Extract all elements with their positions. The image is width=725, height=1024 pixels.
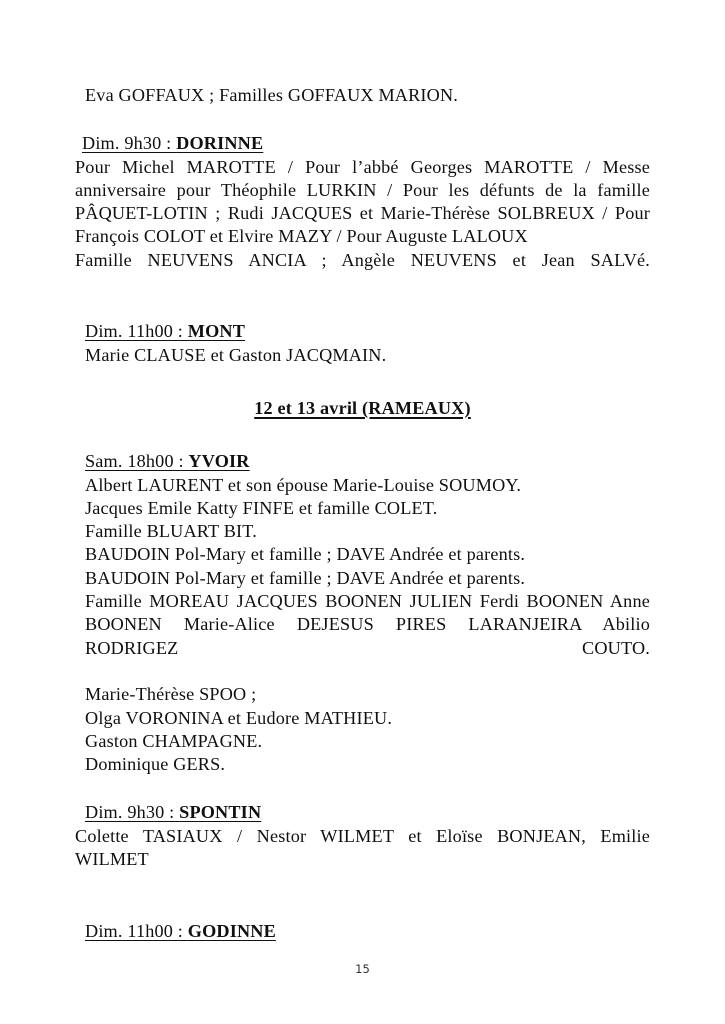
- heading-dorinne-time: Dim. 9h30 :: [82, 133, 177, 154]
- spacer: [75, 776, 650, 801]
- text-line-yvoir-6: Marie-Thérèse SPOO ;: [85, 684, 257, 705]
- paragraph-dorinne-1: Pour Michel MAROTTE / Pour l’abbé Georges MAROTTE / Messe anniversaire pour Théophile LURKIN / Pour les défunts de la famille PÂQUET-LOTIN ; Rudi JACQUES et Marie-Thérèse SOLBREUX / Pour François COLOT et Elvire MAZY / Pour Auguste LALOUX: [75, 156, 650, 247]
- spacer: [75, 107, 650, 132]
- heading-godinne-place: GODINNE: [187, 920, 276, 941]
- text-line-yvoir-5: BAUDOIN Pol-Mary et famille ; DAVE Andrée et parents.: [85, 567, 526, 588]
- text-line-yvoir-8: Gaston CHAMPAGNE.: [85, 730, 263, 751]
- text-line-yvoir-4: BAUDOIN Pol-Mary et famille ; DAVE Andrée et parents.: [85, 544, 526, 565]
- heading-yvoir-place: YVOIR: [188, 451, 250, 472]
- heading-yvoir-time: Sam. 18h00 :: [85, 451, 189, 472]
- heading-spontin-time: Dim. 9h30 :: [85, 802, 180, 823]
- paragraph-yvoir-moreau: Famille MOREAU JACQUES BOONEN JULIEN Ferdi BOONEN Anne BOONEN Marie-Alice DEJESUS PIRES LARANJEIRA Abilio RODRIGEZ COUTO.: [85, 591, 650, 658]
- spacer: [75, 895, 650, 920]
- text-line-yvoir-2: Jacques Emile Katty FINFE et famille COLET.: [85, 497, 438, 518]
- heading-mont: [75, 320, 650, 343]
- text-line-yvoir-3: Famille BLUART BIT.: [85, 521, 257, 542]
- text-line-yvoir-9: Dominique GERS.: [85, 754, 226, 775]
- heading-dorinne-place: DORINNE: [176, 133, 264, 154]
- heading-date-rameaux-text: 12 et 13 avril (RAMEAUX): [254, 397, 471, 418]
- heading-mont-time: Dim. 11h00 :: [85, 321, 188, 342]
- spacer: [75, 295, 650, 320]
- text-line-mont: Marie CLAUSE et Gaston JACQMAIN.: [85, 344, 387, 365]
- page-number: 15: [355, 962, 370, 976]
- paragraph-dorinne-2: Famille NEUVENS ANCIA ; Angèle NEUVENS et Jean SALVé.: [75, 249, 650, 270]
- spacer: [75, 420, 650, 450]
- text-line-yvoir-7: Olga VORONINA et Eudore MATHIEU.: [85, 707, 393, 728]
- heading-date-rameaux: [75, 397, 650, 420]
- paragraph-spontin: Colette TASIAUX / Nestor WILMET et Eloïse BONJEAN, Emilie WILMET: [75, 825, 650, 870]
- heading-godinne: [75, 920, 650, 943]
- heading-mont-place: MONT: [187, 321, 246, 342]
- text-line-yvoir-1: Albert LAURENT et son épouse Marie-Louise SOUMOY.: [85, 474, 522, 495]
- heading-spontin: [75, 801, 650, 824]
- spacer: [75, 367, 650, 397]
- heading-godinne-time: Dim. 11h00 :: [85, 920, 188, 941]
- heading-spontin-place: SPONTIN: [179, 802, 262, 823]
- heading-yvoir: [75, 450, 650, 473]
- text-line-goffaux: Eva GOFFAUX ; Familles GOFFAUX MARION.: [85, 85, 459, 105]
- heading-dorinne: [75, 132, 650, 155]
- document-body: [75, 84, 650, 943]
